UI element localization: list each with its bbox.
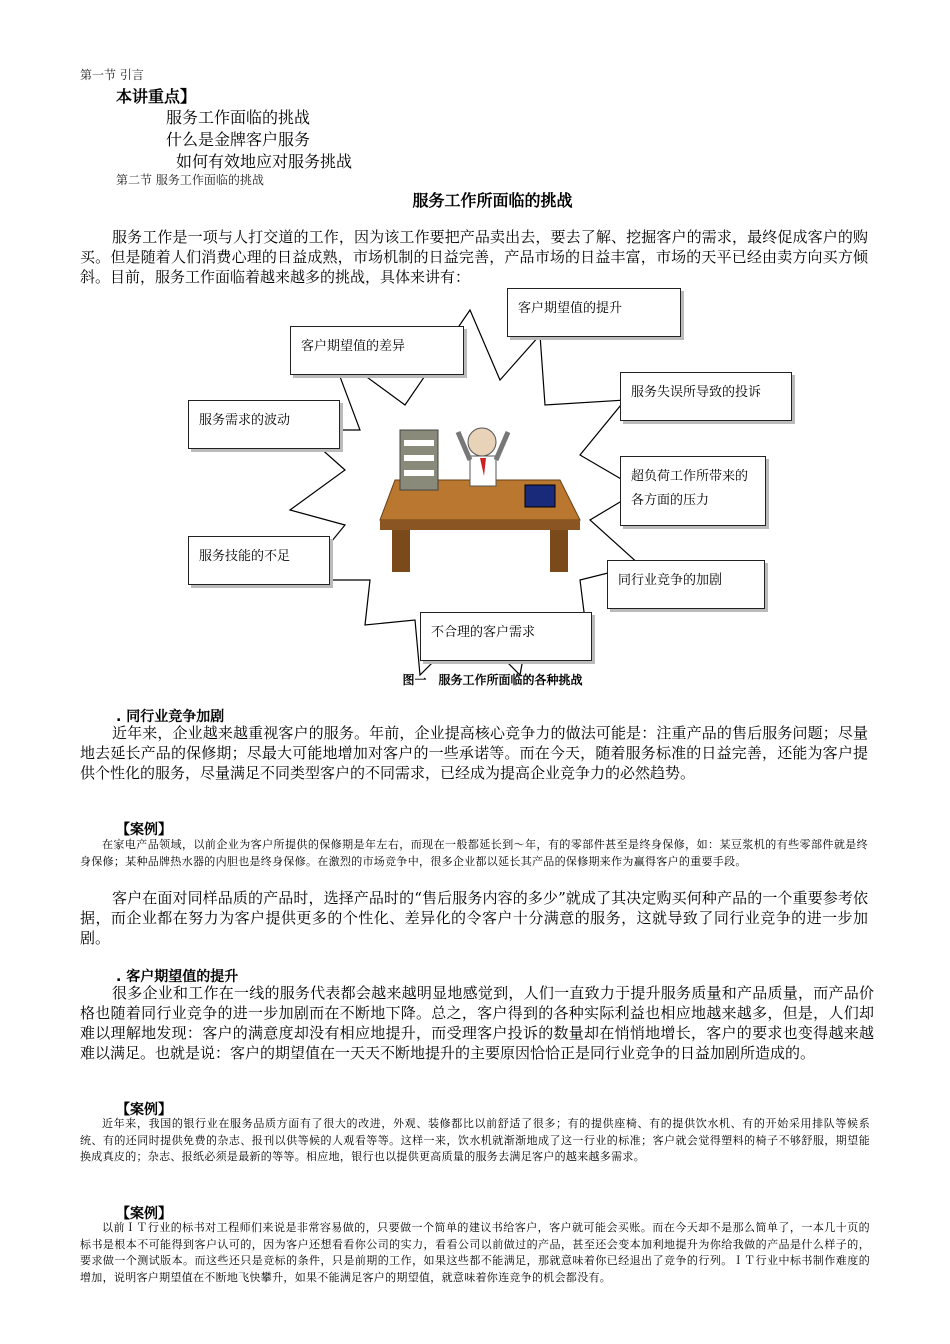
challenge-box-overload	[620, 456, 766, 526]
section-a-paragraph-2: 客户在面对同样品质的产品时，选择产品时的“售后服务内容的多少”就成了其决定购买何种产品的一个重要参考依据，而企业都在努力为客户提供更多的个性化、差异化的令客户十分满意的服务，这就导致了同行业竞争的进一步加剧。	[80, 889, 868, 947]
challenge-box-unreasonable-demand	[420, 612, 592, 661]
challenge-label: 服务需求的波动	[199, 413, 291, 428]
case-b1-text: 近年来，我国的银行业在服务品质方面有了很大的改进，外观、装修都比以前舒适了很多；有的提供座椅、有的提供饮水机、有的开始采用排队等候系统、有的还同时提供免费的杂志、报刊以供等候的人观看等等。这样一来，饮水机就渐渐地成了这一行业的标准；客户就会觉得塑料的椅子不够舒服，期望能换成真皮的；杂志、报纸必须是最新的等等。相应地，银行也以提供更高质量的服务去满足客户的越来越多需求。	[80, 1117, 870, 1163]
section-b-heading: . 客户期望值的提升	[116, 969, 239, 985]
section2-heading: 第二节 服务工作面临的挑战	[116, 173, 264, 187]
challenge-box-demand-fluctuation	[188, 400, 340, 449]
figure-caption: 图一 服务工作所面临的各种挑战	[402, 673, 583, 687]
intro-paragraph: 服务工作是一项与人打交道的工作，因为该工作要把产品卖出去，要去了解、挖掘客户的需求，最终促成客户的购买。但是随着人们消费心理的日益成熟，市场机制的日益完善，产品市场的日益丰富，市场的天平已经由卖方向买方倾斜。目前，服务工作面临着越来越多的挑战，具体来讲有：	[80, 228, 868, 286]
key-points-title: 本讲重点】	[116, 87, 197, 106]
challenge-box-competition	[607, 560, 765, 609]
case-b1-body	[80, 1116, 870, 1166]
case-a-text: 在家电产品领域，以前企业为客户所提供的保修期是年左右，而现在一般都延长到～年，有的零部件甚至是终身保修，如：某豆浆机的有些零部件就是终身保修；某种品牌热水器的内胆也是终身保修。在激烈的市场竞争中，很多企业都以延长其产品的保修期来作为赢得客户的重要手段。	[80, 838, 868, 868]
challenge-label: 超负荷工作所带来的各方面的压力	[631, 469, 749, 508]
challenge-label: 客户期望值的提升	[518, 301, 623, 316]
key-point-1: 服务工作面临的挑战	[166, 108, 311, 127]
challenge-label: 不合理的客户需求	[431, 625, 536, 640]
challenge-label: 服务失误所导致的投诉	[631, 385, 762, 400]
key-point-2: 什么是金牌客户服务	[166, 130, 311, 149]
main-title: 服务工作所面临的挑战	[412, 191, 573, 210]
section-a-body-2	[80, 888, 868, 948]
section-a-body	[80, 723, 868, 783]
challenge-box-expectation-rise	[507, 288, 681, 337]
case-label-b2: 【案例】	[116, 1206, 172, 1222]
key-point-3: 如何有效地应对服务挑战	[176, 152, 353, 171]
section-a-heading: . 同行业竞争加剧	[116, 709, 225, 725]
section-b-paragraph: 很多企业和工作在一线的服务代表都会越来越明显地感觉到，人们一直致力于提升服务质量和产品质量，而产品价格也随着同行业竞争的进一步加剧而在不断地下降。总之，客户得到的各种实际利益也相应地越来越多，但是，人们却难以理解地发现：客户的满意度却没有相应地提升，而受理客户投诉的数量却在悄悄地增长，客户的要求也变得越来越难以满足。也就是说：客户的期望值在一天天不断地提升的主要原因恰恰正是同行业竞争的日益加剧所造成的。	[80, 984, 874, 1062]
challenge-label: 同行业竞争的加剧	[618, 573, 723, 588]
case-label-a: 【案例】	[116, 822, 172, 838]
challenge-label: 服务技能的不足	[199, 549, 291, 564]
challenge-box-skill-gap	[188, 536, 330, 585]
case-label-b1: 【案例】	[116, 1102, 172, 1118]
intro-block	[80, 227, 868, 287]
challenge-box-expectation-diff	[290, 326, 464, 375]
section-b-body	[80, 983, 874, 1063]
section1-heading: 第一节 引言	[80, 68, 144, 82]
challenge-label: 客户期望值的差异	[301, 339, 406, 354]
case-a-body	[80, 837, 868, 870]
challenge-box-complaints	[620, 372, 792, 421]
challenges-diagram	[0, 280, 950, 700]
case-b2-text: 以前ＩＴ行业的标书对工程师们来说是非常容易做的，只要做一个简单的建议书给客户，客户就可能会买账。而在今天却不是那么简单了，一本几十页的标书是根本不可能得到客户认可的，因为客户还想看看你公司的实力，看看公司以前做过的产品，甚至还会变本加利地提升为你给我做的产品是什么样子的，要求做一个测试版本。而这些还只是竞标的条件，只是前期的工作，如果这些都不能满足，那就意味着你已经退出了竞争的行列。ＩＴ行业中标书制作难度的增加，说明客户期望值在不断地飞快攀升，如果不能满足客户的期望值，就意味着你连竞争的机会都没有。	[80, 1221, 870, 1284]
section-a-paragraph: 近年来，企业越来越重视客户的服务。年前，企业提高核心竞争力的做法可能是：注重产品的售后服务问题；尽量地去延长产品的保修期；尽最大可能地增加对客户的一些承诺等。而在今天，随着服务标准的日益完善，还能为客户提供个性化的服务，尽量满足不同类型客户的不同需求，已经成为提高企业竞争力的必然趋势。	[80, 724, 868, 782]
case-b2-body	[80, 1220, 870, 1286]
